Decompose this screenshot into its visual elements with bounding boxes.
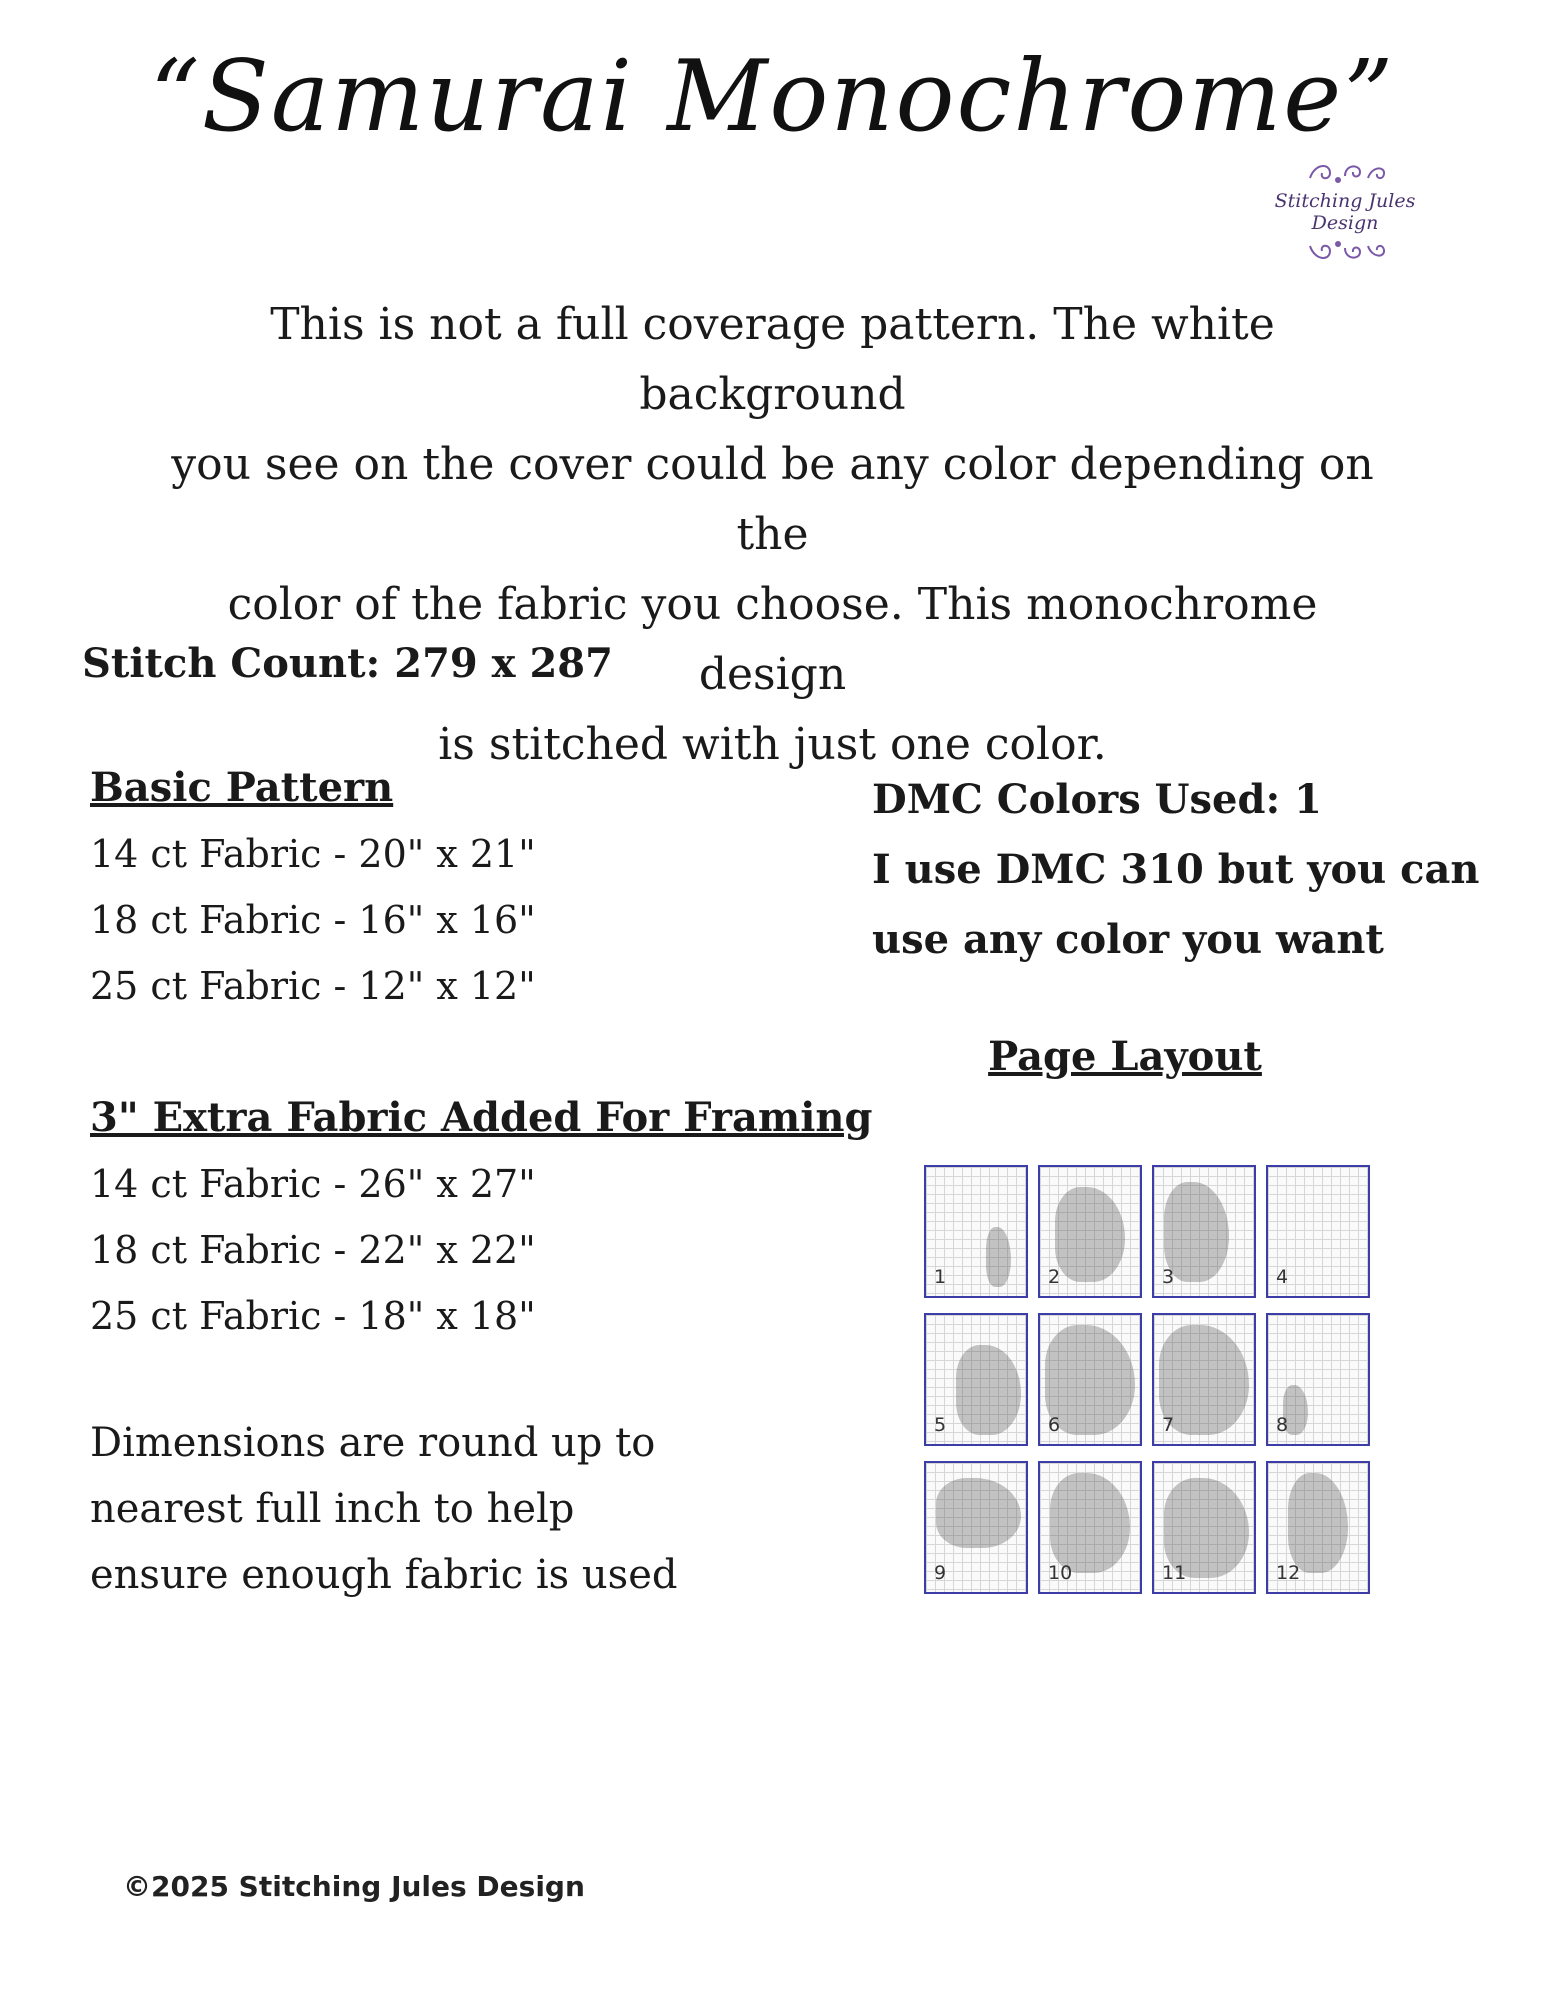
extra-fabric-section [90,1085,872,1349]
page-layout-grid [924,1165,1374,1594]
page-number: 10 [1048,1562,1073,1584]
page-thumbnail [924,1461,1028,1594]
page-thumbnail [1152,1165,1256,1298]
stitch-count: Stitch Count: 279 x 287 [82,640,613,687]
page-thumbnail [1038,1313,1142,1446]
page-number: 11 [1162,1562,1187,1584]
page-layout-title: Page Layout [988,1033,1262,1080]
dmc-line: use any color you want [872,916,1384,963]
note-line: Dimensions are round up to [90,1420,656,1466]
fabric-size-item: 18 ct Fabric - 22" x 22" [90,1228,536,1272]
note-line: ensure enough fabric is used [90,1552,678,1598]
page-number: 4 [1276,1266,1289,1288]
fabric-size-item: 18 ct Fabric - 16" x 16" [90,898,536,942]
page-number: 8 [1276,1414,1289,1436]
page-number: 7 [1162,1414,1175,1436]
intro-line: This is not a full coverage pattern. The white background [270,299,1275,420]
note-line: nearest full inch to help [90,1486,575,1532]
logo-text: Stitching Jules Design [1274,190,1416,234]
page-number: 3 [1162,1266,1175,1288]
page-number: 5 [934,1414,947,1436]
fabric-size-item: 25 ct Fabric - 12" x 12" [90,964,536,1008]
intro-line: you see on the cover could be any color depending on the [171,439,1374,560]
swirl-ornament-icon [1300,158,1390,188]
dmc-line: I use DMC 310 but you can [872,846,1480,893]
page-thumbnail [1266,1165,1370,1298]
fabric-size-item: 25 ct Fabric - 18" x 18" [90,1294,536,1338]
page-thumbnail [1152,1313,1256,1446]
basic-pattern-heading: Basic Pattern [90,764,394,811]
document-title: “Samurai Monochrome” [149,40,1396,154]
extra-fabric-heading: 3" Extra Fabric Added For Framing [90,1094,873,1141]
page-thumbnail [1152,1461,1256,1594]
brand-logo [1240,158,1450,273]
page-thumbnail [1266,1313,1370,1446]
intro-line: color of the fabric you choose. This monochrome design [227,579,1318,700]
page-thumbnail [924,1165,1028,1298]
swirl-ornament-icon [1300,236,1390,266]
page-thumbnail [1038,1461,1142,1594]
page-number: 2 [1048,1266,1061,1288]
dmc-colors-section [872,765,1480,975]
basic-pattern-section [90,755,536,1019]
page-number: 9 [934,1562,947,1584]
dmc-line: DMC Colors Used: 1 [872,776,1322,823]
copyright-footer: ©2025 Stitching Jules Design [123,1870,585,1903]
page-thumbnail [1266,1461,1370,1594]
fabric-size-item: 14 ct Fabric - 20" x 21" [90,832,536,876]
fabric-size-item: 14 ct Fabric - 26" x 27" [90,1162,536,1206]
page-number: 12 [1276,1562,1301,1584]
page-number: 6 [1048,1414,1061,1436]
dimensions-note [90,1410,677,1608]
intro-paragraph [150,290,1395,780]
intro-line: is stitched with just one color. [438,719,1107,770]
page-number: 1 [934,1266,947,1288]
page-thumbnail [1038,1165,1142,1298]
page-thumbnail [924,1313,1028,1446]
